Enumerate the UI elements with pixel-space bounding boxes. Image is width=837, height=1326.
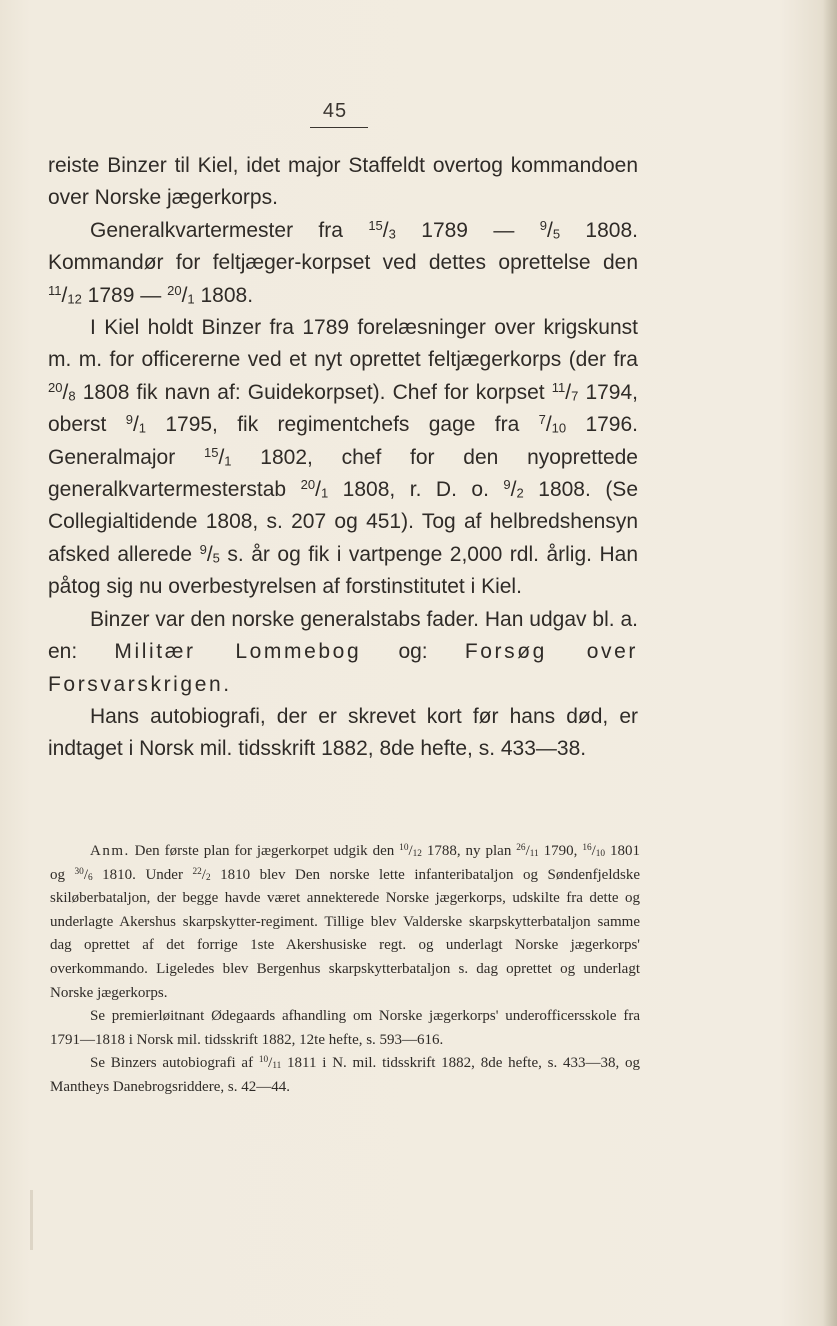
footnote-paragraph-1: Anm. Den første plan for jægerkorpet udgik den $^{10}/_{12}$ 1788, ny plan $^{26}/_{11}$ 1790, $^{16}/_{10}$ 1801 og $^{30}/_6$ 1810. Under $^{22}/_2$ 1810 blev Den norske lette infanteribataljon og Søndenfjeldske skiløberbataljon, der begge havde været annekterede Norske jægerkorps, udskilte fra dette og underlagte Akershus skarpskytter-regiment. Tillige blev Valderske skarpskytterbataljon samme dag oprettet af det forrige 1ste Akershusiske regt. og underlagt Norske jægerkorps' overkommando. Ligeledes blev Bergenhus skarpskytterbataljon s. dag oprettet og underlagt Norske jægerkorps. xyxy=(50,842,641,1001)
footnote-head: Anm. xyxy=(90,843,130,859)
paragraph-1: reiste Binzer til Kiel, idet major Staffeldt overtog kommandoen over Norske jægerkorps. xyxy=(48,154,638,210)
page-number-rule xyxy=(310,127,368,128)
footnote xyxy=(50,840,640,1100)
footnote-paragraph-2: Se premierløitnant Ødegaards afhandling om Norske jægerkorps' underofficersskole fra 1791—1818 i Norsk mil. tidsskrift 1882, 12te hefte, s. 593—616. xyxy=(50,1008,640,1048)
margin-mark xyxy=(30,1190,33,1250)
page-number: 45 xyxy=(322,100,348,122)
page-edge-shadow xyxy=(823,0,837,1326)
paragraph-2: Generalkvartermester fra $^{15}/_3$ 1789 — $^9/_5$ 1808. Kommandør for feltjæger-korpset ved dettes oprettelse den $^{11}/_{12}$ 1789 — $^{20}/_1$ 1808. xyxy=(48,217,638,307)
paragraph-4: Binzer var den norske generalstabs fader. Han udgav bl. a. en: Militær Lommebog og: Forsøg over Forsvarskrigen. xyxy=(48,607,638,696)
main-text xyxy=(48,150,638,766)
paragraph-5: Hans autobiografi, der er skrevet kort før hans død, er indtaget i Norsk mil. tidsskrift 1882, 8de hefte, s. 433—38. xyxy=(48,704,638,761)
footnote-paragraph-3: Se Binzers autobiografi af $^{10}/_{11}$ 1811 i N. mil. tidsskrift 1882, 8de hefte, s. 433—38, og Mantheys Danebrogsriddere, s. 42—44. xyxy=(50,1055,640,1095)
book-title-2: Forsøg over Forsvarskrigen xyxy=(48,640,638,696)
book-title-1: Militær Lommebog xyxy=(114,640,362,664)
paragraph-3: I Kiel holdt Binzer fra 1789 forelæsninger over krigskunst m. m. for officererne ved et nyt oprettet feltjægerkorps (der fra $^{20}/_8$ 1808 fik navn af: Guidekorpset). Chef for korpset $^{11}/_7$ 1794, oberst $^9/_1$ 1795, fik regimentchefs gage fra $^7/_{10}$ 1796. Generalmajor $^{15}/_1$ 1802, chef for den nyoprettede generalkvartermesterstab $^{20}/_1$ 1808, r. D. o. $^9/_2$ 1808. (Se Collegialtidende 1808, s. 207 og 451). Tog af helbredshensyn afsked allerede $^9/_5$ s. år og fik i vartpenge 2,000 rdl. årlig. Han påtog sig nu overbestyrelsen af forstinstitutet i Kiel. xyxy=(48,316,639,599)
